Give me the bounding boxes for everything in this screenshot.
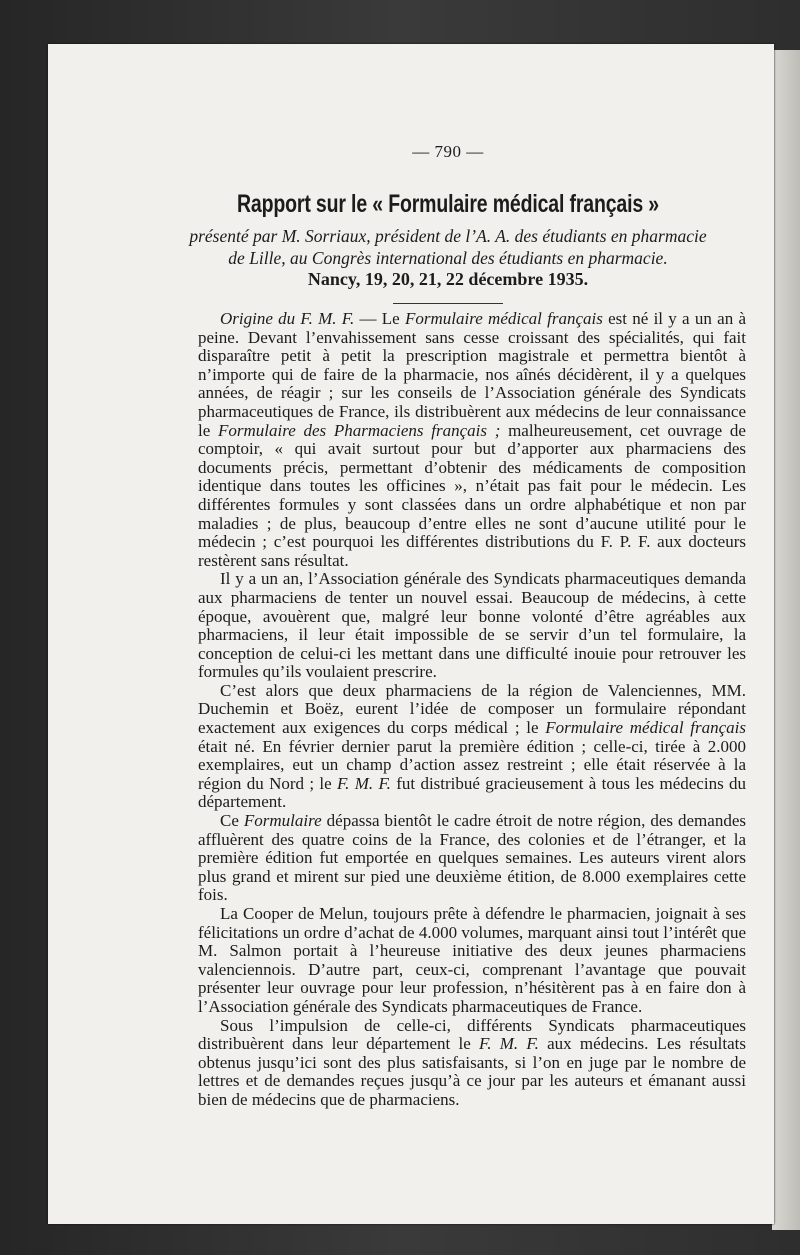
- paragraph-2: Il y a un an, l’Association générale des Syndicats pharmaceutiques demanda aux pharmaciens de tenter un nouvel essai. Beaucoup de médecins, à cette époque, avouèrent que, malgré leur bonne volonté d’être agréables aux pharmaciens, il leur était impossible de se servir d’un tel formulaire, la conception de celui-ci les mettant dans une difficulté inouie pour retrouver les formules qu’ils voulaient prescrire.: [198, 569, 746, 682]
- next-page-edge: [772, 50, 800, 1230]
- paragraph-3-text-c: fut distribué gracieusement à tous les médecins du département.: [198, 773, 747, 812]
- paragraph-6: [198, 1017, 746, 1110]
- article-title: Rapport sur le « Formulaire médical français »: [237, 190, 659, 218]
- page-number: — 790 —: [412, 142, 484, 161]
- article-body: [198, 310, 746, 1110]
- paragraph-3-italic-b: F. M. F.: [336, 773, 391, 793]
- paragraph-1-italic-a: Formulaire médical français: [405, 309, 603, 328]
- paragraph-4-text-b: dépassa bientôt le cadre étroit de notre région, des demandes affluèrent des quatre coins de la France, des colonies et de l’étranger, et la première édition fut emportée en quelques semaines. Les auteurs virent alors plus grand et mirent sur pied une deuxième étition, de 8.000 exemplaires cette fois.: [198, 811, 746, 905]
- paragraph-1-text-c: malheureusement, cet ouvrage de comptoir, « qui avait surtout pour but d’apporter aux pharmaciens des documents précis, permettant d’obtenir des médicaments de composition identique dans toutes les officines », n’était pas fait pour le médecin. Les différentes formules y sont classées dans un ordre alphabétique et non par maladies ; de plus, beaucoup d’entre elles ne sont d’aucune utilité pour le médecin ; c’est pourquoi les différentes distributions du F. P. F. aux docteurs restèrent sans résultat.: [198, 420, 746, 570]
- paragraph-4-text-a: Ce: [220, 811, 244, 831]
- paragraph-3-text-b: était né. En février dernier parut la première édition ; celle-ci, tirée à 2.000 exemplaires, eut un champ d’action assez restreint ; elle était réservée à la région du Nord ; le: [198, 736, 746, 793]
- paragraph-4: [198, 812, 746, 905]
- paragraph-1-text-b: est né il y a un an à peine. Devant l’envahissement sans cesse croissant des spécialités, qui fait disparaître petit à petit la prescription magistrale et permettra bientôt à n’importe qui de faire de la pharmacie, nos aînés décidèrent, il y a quelques années, de réagir ; sur les conseils de l’Association générale des Syndicats pharmaceutiques de France, ils distribuèrent aux médecins de leur connaissance le: [198, 309, 747, 440]
- document-page: [48, 44, 774, 1224]
- paragraph-3-text-a: C’est alors que deux pharmaciens de la région de Valenciennes, MM. Duchemin et Boëz, eurent l’idée de composer un formulaire répondant exactement aux exigences du corps médical ; le: [198, 680, 746, 738]
- paragraph-6-text-a: Sous l’impulsion de celle-ci, différents Syndicats pharmaceutiques distribuèrent dans leur département le: [198, 1015, 746, 1054]
- article-dateline: Nancy, 19, 20, 21, 22 décembre 1935.: [307, 269, 589, 289]
- paragraph-3: [198, 682, 746, 812]
- paragraph-1-lead: Origine du F. M. F.: [220, 309, 355, 328]
- paragraph-6-italic-a: F. M. F.: [479, 1034, 539, 1054]
- paragraph-1-italic-b: Formulaire des Pharmaciens français ;: [217, 420, 501, 440]
- title-divider: [393, 303, 503, 304]
- paragraph-6-text-b: aux médecins. Les résultats obtenus jusqu’ici sont des plus satisfaisants, si l’on en juge par le nombre de lettres et de demandes reçues jusqu’à ce jour par les auteurs et émanant aussi bien de médecins que de pharmaciens.: [198, 1034, 747, 1109]
- paragraph-3-italic-a: Formulaire médical français: [545, 718, 746, 738]
- article-subtitle: [148, 225, 748, 269]
- subtitle-line-1: présenté par M. Sorriaux, président de l’A. A. des étudiants en pharmacie: [189, 226, 707, 246]
- paragraph-5: La Cooper de Melun, toujours prête à défendre le pharmacien, joignait à ses félicitations un ordre d’achat de 4.000 volumes, marquant ainsi tout l’intérêt que M. Salmon portait à l’heureuse initiative des deux jeunes pharmaciens valenciennois. D’autre part, ceux-ci, comprenant l’avantage que pouvait présenter leur ouvrage pour leur profession, n’hésitèrent pas à en faire don à l’Association générale des Syndicats pharmaceutiques de France.: [198, 904, 746, 1016]
- subtitle-line-2: de Lille, au Congrès international des étudiants en pharmacie.: [228, 248, 668, 268]
- paragraph-1: [198, 310, 746, 570]
- paragraph-1-text-a: — Le: [354, 309, 406, 328]
- paragraph-4-italic-a: Formulaire: [243, 811, 322, 831]
